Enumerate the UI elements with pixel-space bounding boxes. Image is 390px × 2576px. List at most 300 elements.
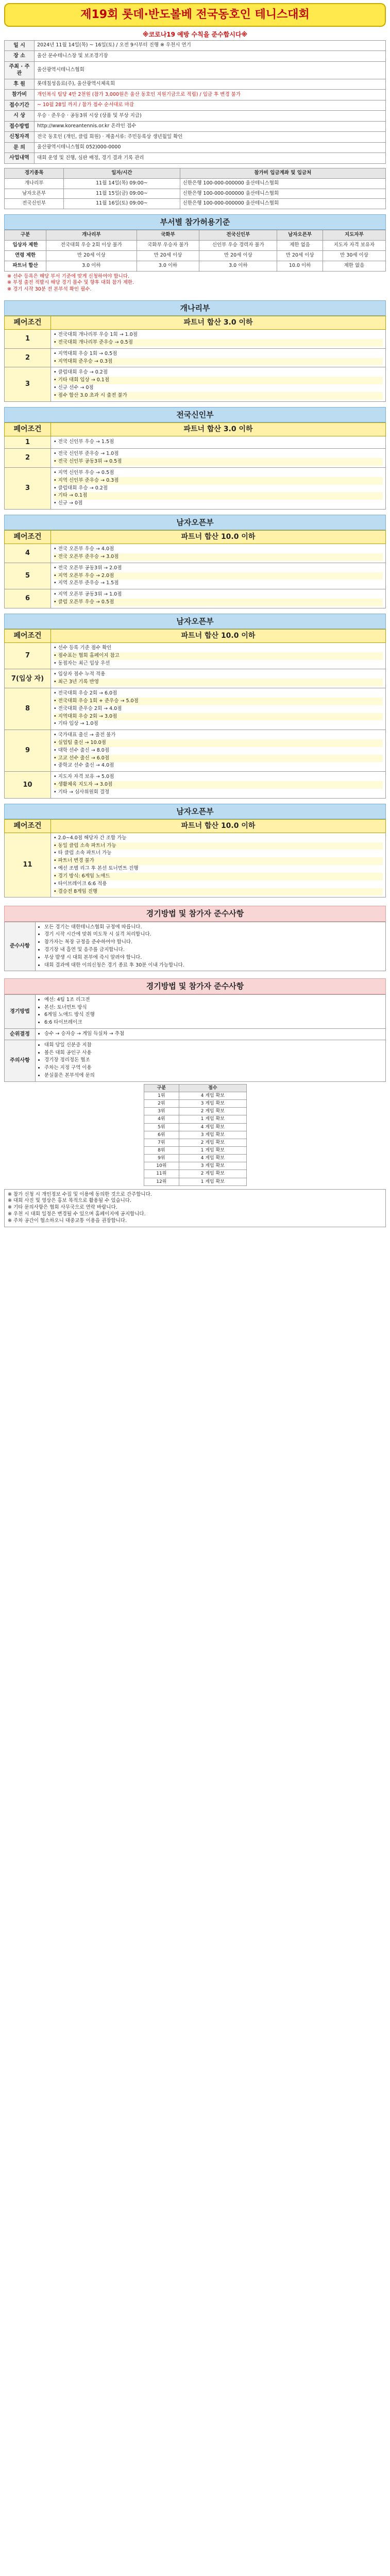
rule-top-item: • 경기 시작 시간에 맞춰 미도착 시 실격 처리합니다. bbox=[44, 931, 383, 939]
section-title: 남자오픈부 bbox=[4, 515, 386, 530]
schedule-time: 11월 15일(금) 09:00~ bbox=[64, 189, 180, 199]
rule-top-item: • 부상 발생 시 대회 본부에 즉시 알려야 합니다. bbox=[44, 954, 383, 962]
division-cell: 전국대회 우승 2회 이상 불가 bbox=[46, 241, 137, 251]
section-row bbox=[5, 367, 386, 401]
rules2-row bbox=[5, 1028, 386, 1040]
cond-cell: 7(입상 자) bbox=[5, 669, 51, 688]
section-row bbox=[5, 730, 386, 772]
rule-item: • 동일 클럽 소속 파트너 가능 bbox=[54, 842, 383, 850]
rule-section bbox=[4, 614, 386, 799]
info-value: 울산광역시테니스협회 052)000-0000 bbox=[35, 142, 386, 153]
rules-top-list bbox=[38, 924, 383, 970]
rule-list bbox=[54, 469, 383, 507]
schedule-header-cell: 경기종목 bbox=[5, 168, 64, 178]
schedule-account: 신한은행 100-000-000000 울산테니스협회 bbox=[180, 199, 385, 209]
score-row bbox=[144, 1139, 246, 1146]
rule-list bbox=[54, 690, 383, 728]
info-row bbox=[5, 153, 386, 164]
rule-item: • 지역 오픈부 준우승 → 1.5점 bbox=[54, 580, 119, 586]
section-header-row bbox=[5, 531, 386, 544]
info-row bbox=[5, 132, 386, 143]
section-row bbox=[5, 544, 386, 563]
cond-header: 페어조건 bbox=[5, 819, 51, 833]
rules-title: 경기방법 및 참가자 준수사항 bbox=[4, 906, 386, 921]
partner-sum: 파트너 합산 3.0 이하 bbox=[51, 316, 386, 330]
score-rank: 7위 bbox=[144, 1139, 179, 1146]
rule-list bbox=[54, 450, 383, 466]
rule-item: • 전국 오픈부 우승 → 4.0점 bbox=[54, 546, 114, 552]
division-cell: 3.0 이하 bbox=[46, 261, 137, 271]
score-value: 3 게임 확보 bbox=[179, 1162, 246, 1170]
rule-item: • 대학 선수 출신 → 8.0점 bbox=[54, 747, 110, 753]
info-row bbox=[5, 61, 386, 79]
rules2-row bbox=[5, 994, 386, 1028]
score-rank: 9위 bbox=[144, 1155, 179, 1162]
cond-cell: 11 bbox=[5, 833, 51, 897]
rule-item: • 지도자 자격 보유 → 5.0점 bbox=[54, 774, 114, 780]
score-rank: 4위 bbox=[144, 1115, 179, 1123]
rule-item: • 동점자는 최근 입상 우선 bbox=[54, 660, 110, 666]
cond-cell: 4 bbox=[5, 544, 51, 563]
division-cell: 지도자 자격 보유자 bbox=[323, 241, 386, 251]
rule-item: • 지역대회 우승 1회 → 0.5점 bbox=[54, 350, 117, 357]
score-row bbox=[144, 1100, 246, 1108]
division-cell: 제한 없음 bbox=[323, 261, 386, 271]
schedule-row bbox=[5, 178, 386, 189]
rule-list bbox=[54, 671, 383, 686]
info-label: 사업내역 bbox=[5, 153, 35, 164]
score-rank: 1위 bbox=[144, 1092, 179, 1099]
info-label: 일 시 bbox=[5, 40, 35, 51]
section-header-row bbox=[5, 316, 386, 330]
partner-sum: 파트너 합산 10.0 이하 bbox=[51, 531, 386, 544]
page-title: 제19회 롯데·반도볼베 전국동호인 테니스대회 bbox=[4, 3, 386, 27]
rule-item: • 클럽대회 우승 → 0.2점 bbox=[54, 485, 108, 491]
rule-item: • 지역대회 준우승 → 0.3점 bbox=[54, 358, 383, 366]
schedule-header-cell: 참가비 입금계좌 및 입금처 bbox=[180, 168, 385, 178]
rule-item: • 전국대회 우승 2회 → 6.0점 bbox=[54, 690, 117, 697]
info-label: 후 원 bbox=[5, 79, 35, 90]
section-row bbox=[5, 436, 386, 449]
score-row bbox=[144, 1108, 246, 1115]
division-header-cell: 개나리부 bbox=[46, 230, 137, 241]
section-row bbox=[5, 563, 386, 589]
rule-cell bbox=[51, 589, 386, 608]
score-row bbox=[144, 1170, 246, 1178]
schedule-time: 11월 14일(목) 09:00~ bbox=[64, 178, 180, 189]
cond-cell: 1 bbox=[5, 436, 51, 449]
bottom-note: ※ 대회 사진 및 영상은 홍보 목적으로 활용될 수 있습니다. bbox=[8, 1198, 132, 1204]
rule-list bbox=[54, 565, 383, 587]
info-label: 주최 · 주관 bbox=[5, 61, 35, 79]
rules2-list bbox=[38, 1042, 383, 1080]
section-table bbox=[4, 629, 386, 799]
division-note: ※ 경기 시작 30분 전 본부석 확인 필수. bbox=[7, 286, 92, 293]
score-value: 1 게임 확보 bbox=[179, 1178, 246, 1185]
section-row bbox=[5, 669, 386, 688]
rule-list bbox=[54, 546, 383, 561]
section-row bbox=[5, 688, 386, 730]
rule-cell bbox=[51, 348, 386, 367]
rules2-title: 경기방법 및 참가자 준수사항 bbox=[4, 978, 386, 994]
info-row bbox=[5, 90, 386, 100]
score-row bbox=[144, 1123, 246, 1131]
rule-top-item: • 모든 경기는 대한테니스협회 규정에 따릅니다. bbox=[44, 924, 383, 931]
rule-item: • 지역 신인부 우승 → 0.5점 bbox=[54, 470, 114, 476]
info-value: 개인복식 팀당 4만 2천원 (참가 3,000원은 울산 동호인 지원기금으로 적립) / 입금 후 변경 불가 bbox=[35, 90, 386, 100]
division-header-cell: 구분 bbox=[5, 230, 46, 241]
division-cell: 신인부 우승 경력자 불가 bbox=[199, 241, 277, 251]
rule-item: • 기타 → 0.1점 bbox=[54, 492, 383, 500]
rule-list bbox=[54, 369, 383, 399]
rule-cell bbox=[51, 730, 386, 772]
rule-item: • 전국 신인부 준우승 → 1.0점 bbox=[54, 451, 119, 457]
rule-item: • 기타 입상 → 1.0점 bbox=[54, 721, 98, 727]
rule-item: • 고교 선수 출신 → 6.0점 bbox=[54, 755, 383, 762]
rule-item: • 클럽 오픈부 우승 → 0.5점 bbox=[54, 599, 383, 606]
info-label: 접수방법 bbox=[5, 121, 35, 132]
schedule-event: 전국신인부 bbox=[5, 199, 64, 209]
schedule-table bbox=[4, 168, 386, 209]
score-header-cell: 점수 bbox=[179, 1084, 246, 1092]
rule-list bbox=[54, 732, 383, 770]
rule-list bbox=[54, 350, 383, 366]
score-value: 3 게임 확보 bbox=[179, 1100, 246, 1108]
section-header-row bbox=[5, 422, 386, 436]
info-value: ~ 10월 28일 까지 / 참가 접수 순서대로 마감 bbox=[35, 100, 386, 111]
section-row bbox=[5, 643, 386, 669]
section-row bbox=[5, 468, 386, 510]
division-cell: 만 20세 이상 bbox=[277, 251, 323, 261]
section-header-row bbox=[5, 819, 386, 833]
info-row bbox=[5, 142, 386, 153]
rules2-row bbox=[5, 1040, 386, 1081]
division-row bbox=[5, 251, 386, 261]
info-value: 울산 문수테니스장 및 보조경기장 bbox=[35, 51, 386, 62]
info-value: 전국 동호인 (개인, 클럽 회원) · 제출서류: 주민등록상 생년월일 확인 bbox=[35, 132, 386, 143]
rule-item: • 지역 오픈부 공동3위 → 1.0점 bbox=[54, 591, 122, 598]
rule-list bbox=[54, 591, 383, 606]
schedule-event: 남자오픈부 bbox=[5, 189, 64, 199]
info-row bbox=[5, 121, 386, 132]
rule-item: • 지역대회 우승 2회 → 3.0점 bbox=[54, 713, 383, 721]
rule-item: • 입상자 점수 누적 적용 bbox=[54, 671, 106, 677]
rule-item: • 클럽대회 우승 → 0.2점 bbox=[54, 369, 108, 376]
rule-item: • 전국 신인부 공동3위 → 0.5점 bbox=[54, 458, 383, 466]
score-value: 4 게임 확보 bbox=[179, 1155, 246, 1162]
score-row bbox=[144, 1131, 246, 1139]
section-title: 남자오픈부 bbox=[4, 804, 386, 819]
rule-item: • 실업팀 출신 → 10.0점 bbox=[54, 739, 383, 747]
info-value: http://www.koreantennis.or.kr 온라인 접수 bbox=[35, 121, 386, 132]
division-cell: 만 20세 이상 bbox=[137, 251, 199, 261]
cond-cell: 3 bbox=[5, 367, 51, 401]
section-row bbox=[5, 449, 386, 468]
schedule-header-cell: 일자/시간 bbox=[64, 168, 180, 178]
cond-cell: 9 bbox=[5, 730, 51, 772]
section-row bbox=[5, 833, 386, 897]
division-header-cell: 국화부 bbox=[137, 230, 199, 241]
division-notes bbox=[4, 272, 386, 295]
score-rank: 8위 bbox=[144, 1146, 179, 1154]
section-table bbox=[4, 530, 386, 608]
score-value: 2 게임 확보 bbox=[179, 1108, 246, 1115]
rule-item: • 파트너 변경 불가 bbox=[54, 857, 383, 865]
rule-cell bbox=[51, 367, 386, 401]
rule-item: • 지역 신인부 준우승 → 0.3점 bbox=[54, 477, 383, 485]
section-header-row bbox=[5, 630, 386, 643]
rule-cell bbox=[51, 643, 386, 669]
score-row bbox=[144, 1162, 246, 1170]
division-name: 입상자 제한 bbox=[5, 241, 46, 251]
rule-item: • 점수표는 협회 홈페이지 참고 bbox=[54, 652, 383, 660]
rules2-item: • 볼은 대회 공인구 사용 bbox=[44, 1049, 383, 1057]
cond-header: 페어조건 bbox=[5, 316, 51, 330]
schedule-time: 11월 16일(토) 09:00~ bbox=[64, 199, 180, 209]
rule-section bbox=[4, 407, 386, 510]
section-row bbox=[5, 772, 386, 798]
info-value: 2024년 11월 14일(목) ~ 16일(토) / 오전 9시부터 진행 ※ 우천시 연기 bbox=[35, 40, 386, 51]
section-table bbox=[4, 422, 386, 510]
info-label: 참가비 bbox=[5, 90, 35, 100]
bottom-note: ※ 우천 시 대회 일정은 변경될 수 있으며 홈페이지에 공지합니다. bbox=[8, 1211, 146, 1217]
rule-item: • 전국 신인부 우승 → 1.5점 bbox=[54, 439, 114, 445]
rule-item: • 전국 오픈부 공동3위 → 2.0점 bbox=[54, 565, 122, 571]
rules-top-table bbox=[4, 922, 386, 972]
rules2-item: • 본선: 토너먼트 방식 bbox=[44, 1004, 383, 1012]
info-row bbox=[5, 79, 386, 90]
rule-item: • 타 클럽 소속 파트너 가능 bbox=[54, 850, 112, 856]
rule-section bbox=[4, 300, 386, 402]
rule-item: • 예선 조별 리그 후 본선 토너먼트 진행 bbox=[54, 866, 139, 872]
rule-cell bbox=[51, 330, 386, 349]
info-value: 울산광역시테니스협회 bbox=[35, 61, 386, 79]
rule-item: • 경기 방식: 6게임 노애드 bbox=[54, 873, 383, 880]
rules2-item: • 경기장 정리정돈 협조 bbox=[44, 1057, 383, 1064]
score-rank: 6위 bbox=[144, 1131, 179, 1139]
score-value: 1 게임 확보 bbox=[179, 1115, 246, 1123]
schedule-account: 신한은행 100-000-000000 울산테니스협회 bbox=[180, 178, 385, 189]
rule-item: • 점수 합산 3.0 초과 시 출전 불가 bbox=[54, 392, 383, 400]
rules2-table bbox=[4, 994, 386, 1082]
rule-top-item: • 참가자는 복장 규정을 준수하여야 합니다. bbox=[44, 939, 383, 946]
division-header-cell: 지도자부 bbox=[323, 230, 386, 241]
rules2-item: • 예선: 4팀 1조 리그전 bbox=[44, 996, 383, 1004]
score-row bbox=[144, 1155, 246, 1162]
division-note: ※ 선수 등록은 해당 부서 기준에 맞게 신청하여야 합니다. bbox=[7, 273, 130, 279]
section-row bbox=[5, 330, 386, 349]
cond-header: 페어조건 bbox=[5, 422, 51, 436]
rule-section bbox=[4, 515, 386, 608]
division-cell: 만 30세 이상 bbox=[323, 251, 386, 261]
rules2-item: • 분실물은 본부석에 문의 bbox=[44, 1072, 383, 1080]
info-label: 시 상 bbox=[5, 111, 35, 122]
info-row bbox=[5, 40, 386, 51]
cond-cell: 1 bbox=[5, 330, 51, 349]
cond-cell: 10 bbox=[5, 772, 51, 798]
rule-top-item: • 대회 결과에 대한 이의신청은 경기 종료 후 30분 이내 가능합니다. bbox=[44, 962, 383, 970]
rule-list bbox=[54, 331, 383, 347]
score-table bbox=[144, 1084, 247, 1186]
rules2-item: • 주차는 지정 구역 이용 bbox=[44, 1064, 383, 1072]
cond-cell: 6 bbox=[5, 589, 51, 608]
schedule-row bbox=[5, 189, 386, 199]
score-row bbox=[144, 1092, 246, 1099]
rule-item: • 결승전 8게임 진행 bbox=[54, 888, 383, 896]
schedule-account: 신한은행 100-000-000000 울산테니스협회 bbox=[180, 189, 385, 199]
division-header bbox=[5, 230, 386, 241]
division-cell: 10.0 이하 bbox=[277, 261, 323, 271]
rule-cell bbox=[51, 688, 386, 730]
rule-item: • 최근 3년 기록 반영 bbox=[54, 679, 383, 686]
section-row bbox=[5, 348, 386, 367]
score-value: 3 게임 확보 bbox=[179, 1131, 246, 1139]
division-row bbox=[5, 261, 386, 271]
score-rank: 5위 bbox=[144, 1123, 179, 1131]
rule-item: • 신규 선수 → 0점 bbox=[54, 385, 94, 391]
section-title: 개나리부 bbox=[4, 300, 386, 316]
schedule-row bbox=[5, 199, 386, 209]
rule-cell bbox=[51, 468, 386, 510]
cond-header: 페어조건 bbox=[5, 531, 51, 544]
rules2-label: 주의사항 bbox=[5, 1040, 36, 1081]
score-header bbox=[144, 1084, 246, 1092]
cond-cell: 2 bbox=[5, 348, 51, 367]
division-name: 연령 제한 bbox=[5, 251, 46, 261]
section-table bbox=[4, 316, 386, 401]
score-value: 4 게임 확보 bbox=[179, 1123, 246, 1131]
rule-section bbox=[4, 804, 386, 898]
division-cell: 국화부 우승자 불가 bbox=[137, 241, 199, 251]
rule-item: • 2.0~4.0점 해당자 간 조합 가능 bbox=[54, 835, 127, 841]
info-label: 접수기간 bbox=[5, 100, 35, 111]
schedule-header bbox=[5, 168, 386, 178]
rules-top-label: 준수사항 bbox=[5, 922, 36, 971]
rule-cell bbox=[51, 436, 386, 449]
rule-item: • 중학교 선수 출신 → 4.0점 bbox=[54, 762, 114, 769]
score-value: 2 게임 확보 bbox=[179, 1139, 246, 1146]
division-header-cell: 전국신인부 bbox=[199, 230, 277, 241]
rule-item: • 기타 대회 입상 → 0.1점 bbox=[54, 377, 383, 384]
rule-item: • 전국대회 준우승 2회 → 4.0점 bbox=[54, 705, 122, 711]
cond-header: 페어조건 bbox=[5, 630, 51, 643]
division-note: ※ 부정 출전 적발시 해당 경기 몰수 및 향후 대회 참가 제한. bbox=[7, 280, 134, 286]
bottom-note: ※ 기타 문의사항은 협회 사무국으로 연락 바랍니다. bbox=[8, 1205, 117, 1211]
score-value: 2 게임 확보 bbox=[179, 1170, 246, 1178]
bottom-note: ※ 주차 공간이 협소하오니 대중교통 이용을 권장합니다. bbox=[8, 1217, 127, 1224]
rule-list bbox=[54, 835, 383, 896]
rule-top-item: • 경기장 내 흡연 및 음주를 금지합니다. bbox=[44, 946, 383, 954]
rules2-list bbox=[38, 1030, 383, 1038]
rule-item: • 신규 → 0점 bbox=[54, 500, 83, 506]
info-label: 장 소 bbox=[5, 51, 35, 62]
rule-cell bbox=[51, 772, 386, 798]
rules2-item: • 대회 당일 신분증 지참 bbox=[44, 1042, 383, 1049]
section-title: 전국신인부 bbox=[4, 407, 386, 422]
rule-list bbox=[54, 773, 383, 796]
score-row bbox=[144, 1146, 246, 1154]
score-row bbox=[144, 1178, 246, 1185]
rules2-item: • 6게임 노애드 방식 진행 bbox=[44, 1011, 383, 1019]
schedule-event: 개나리부 bbox=[5, 178, 64, 189]
rule-list bbox=[54, 645, 383, 667]
division-cell: 만 20세 이상 bbox=[199, 251, 277, 261]
rules2-item: • 승수 → 승자승 → 게임 득실차 → 추첨 bbox=[44, 1030, 383, 1038]
rule-cell bbox=[51, 669, 386, 688]
cond-cell: 3 bbox=[5, 468, 51, 510]
info-value: 롯데칠성음료(주), 울산광역시체육회 bbox=[35, 79, 386, 90]
division-cell: 3.0 이하 bbox=[199, 261, 277, 271]
bottom-note: ※ 참가 신청 시 개인정보 수집 및 이용에 동의한 것으로 간주합니다. bbox=[8, 1191, 152, 1197]
rule-item: • 지역 오픈부 우승 → 2.0점 bbox=[54, 572, 383, 580]
rule-cell bbox=[51, 544, 386, 563]
rules2-item: • 6:6 타이브레이크 bbox=[44, 1019, 383, 1027]
info-label: 신청자격 bbox=[5, 132, 35, 143]
rule-cell bbox=[51, 449, 386, 468]
score-rank: 10위 bbox=[144, 1162, 179, 1170]
info-row bbox=[5, 51, 386, 62]
score-row bbox=[144, 1115, 246, 1123]
info-row bbox=[5, 100, 386, 111]
info-label: 문 의 bbox=[5, 142, 35, 153]
score-value: 1 게임 확보 bbox=[179, 1146, 246, 1154]
info-row bbox=[5, 111, 386, 122]
cond-cell: 7 bbox=[5, 643, 51, 669]
division-cell: 3.0 이하 bbox=[137, 261, 199, 271]
info-value: 대회 운영 및 진행, 심판 배정, 경기 결과 기록 관리 bbox=[35, 153, 386, 164]
rules2-value bbox=[36, 994, 386, 1028]
score-rank: 2위 bbox=[144, 1100, 179, 1108]
score-value: 4 게임 확보 bbox=[179, 1092, 246, 1099]
partner-sum: 파트너 합산 10.0 이하 bbox=[51, 819, 386, 833]
rules2-list bbox=[38, 996, 383, 1027]
rule-cell bbox=[51, 833, 386, 897]
score-rank: 11위 bbox=[144, 1170, 179, 1178]
rules2-label: 순위결정 bbox=[5, 1028, 36, 1040]
score-rank: 3위 bbox=[144, 1108, 179, 1115]
partner-sum: 파트너 합산 3.0 이하 bbox=[51, 422, 386, 436]
rule-item: • 생활체육 지도자 → 3.0점 bbox=[54, 781, 383, 789]
division-header-cell: 남자오픈부 bbox=[277, 230, 323, 241]
info-value: 우승 · 준우승 · 공동3위 시상 (상품 및 부상 지급) bbox=[35, 111, 386, 122]
section-table bbox=[4, 819, 386, 897]
rules2-value bbox=[36, 1028, 386, 1040]
info-table bbox=[4, 40, 386, 164]
rule-cell bbox=[51, 563, 386, 589]
cond-cell: 2 bbox=[5, 449, 51, 468]
covid-banner: ※코로나19 예방 수칙을 준수합시다※ bbox=[142, 30, 248, 38]
section-row bbox=[5, 589, 386, 608]
rule-item: • 선수 등록 기준 점수 확인 bbox=[54, 645, 112, 651]
section-title: 남자오픈부 bbox=[4, 614, 386, 629]
partner-sum: 파트너 합산 10.0 이하 bbox=[51, 630, 386, 643]
division-title: 부서별 참가허용기준 bbox=[4, 214, 386, 230]
bottom-notes bbox=[4, 1189, 386, 1227]
division-row bbox=[5, 241, 386, 251]
cond-cell: 5 bbox=[5, 563, 51, 589]
division-cell: 만 20세 이상 bbox=[46, 251, 137, 261]
rule-item: • 국가대표 출신 → 출전 불가 bbox=[54, 732, 116, 738]
rules2-label: 경기방법 bbox=[5, 994, 36, 1028]
rule-item: • 전국대회 개나리부 준우승 → 0.5점 bbox=[54, 339, 383, 347]
score-header-cell: 구분 bbox=[144, 1084, 179, 1092]
rule-item: • 전국대회 개나리부 우승 1회 → 1.0점 bbox=[54, 332, 138, 338]
rule-item: • 타이브레이크 6:6 적용 bbox=[54, 880, 107, 887]
rule-list bbox=[54, 438, 383, 446]
rule-item: • 전국대회 우승 1회 + 준우승 → 5.0점 bbox=[54, 698, 383, 705]
rules2-value bbox=[36, 1040, 386, 1081]
division-cell: 제한 없음 bbox=[277, 241, 323, 251]
